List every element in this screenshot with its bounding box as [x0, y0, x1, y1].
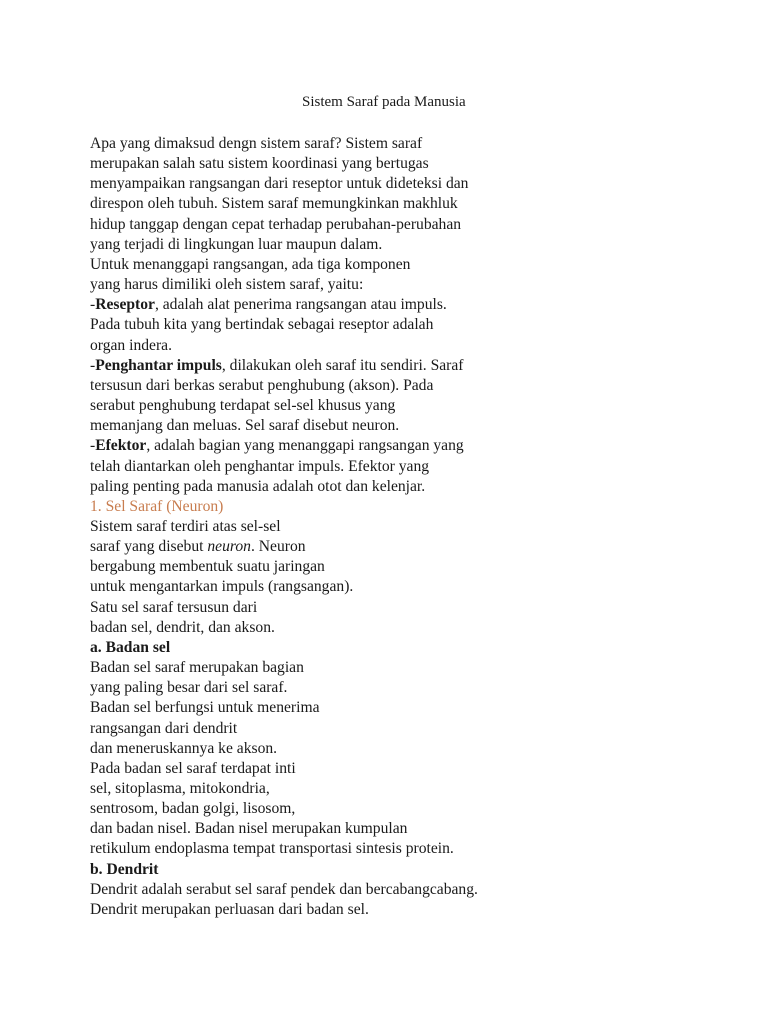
effector-first-line	[90, 436, 730, 456]
receptor-definition: , adalah alat penerima rangsangan atau impuls.	[154, 296, 447, 314]
text-line: bergabung membentuk suatu jaringan	[90, 558, 325, 576]
intro-paragraph	[90, 134, 730, 295]
effector-definition: , adalah bagian yang menanggapi rangsangan yang	[146, 437, 464, 455]
document-title: Sistem Saraf pada Manusia	[302, 94, 466, 110]
neuron-definition-line	[90, 537, 730, 557]
text-line: memanjang dan meluas. Sel saraf disebut neuron.	[90, 417, 400, 435]
bullet-dash: -	[90, 296, 96, 314]
conductor-definition: , dilakukan oleh saraf itu sendiri. Saraf	[221, 356, 464, 374]
effector-term: Efektor	[95, 437, 147, 455]
section-neuron	[90, 497, 730, 638]
text-line: tersusun dari berkas serabut penghubung (akson). Pada	[90, 376, 434, 394]
text-line: merupakan salah satu sistem koordinasi yang bertugas	[90, 155, 429, 173]
text-line: direspon oleh tubuh. Sistem saraf memungkinkan makhluk	[90, 195, 458, 213]
subsection-cell-body	[90, 638, 730, 860]
receptor-first-line	[90, 295, 730, 315]
text-line: Dendrit merupakan perluasan dari badan sel.	[90, 900, 369, 918]
text-line: yang harus dimiliki oleh sistem saraf, yaitu:	[90, 276, 364, 294]
text-line: dan badan nisel. Badan nisel merupakan kumpulan	[90, 820, 408, 838]
text-span: saraf yang disebut	[90, 538, 208, 556]
text-line: telah diantarkan oleh penghantar impuls. Efektor yang	[90, 457, 430, 475]
text-line: Badan sel saraf merupakan bagian	[90, 659, 304, 677]
receptor-item	[90, 295, 730, 355]
text-line: rangsangan dari dendrit	[90, 719, 238, 737]
subsection-heading-dendrite: b. Dendrit	[90, 860, 159, 878]
text-line: sel, sitoplasma, mitokondria,	[90, 780, 270, 797]
text-line: Dendrit adalah serabut sel saraf pendek dan bercabangcabang.	[90, 880, 478, 898]
text-line: retikulum endoplasma tempat transportasi sintesis protein.	[90, 840, 454, 858]
text-line: badan sel, dendrit, dan akson.	[90, 618, 275, 636]
text-line: Untuk menanggapi rangsangan, ada tiga komponen	[90, 255, 411, 273]
text-line: yang terjadi di lingkungan luar maupun dalam.	[90, 235, 383, 253]
conductor-item	[90, 356, 730, 437]
text-line: yang paling besar dari sel saraf.	[90, 679, 288, 697]
receptor-term: Reseptor	[95, 296, 155, 314]
subsection-dendrite	[90, 860, 730, 920]
text-line: dan meneruskannya ke akson.	[90, 739, 278, 757]
document-page	[90, 92, 730, 920]
bullet-dash: -	[90, 437, 96, 455]
conductor-term: Penghantar impuls	[95, 356, 222, 374]
conductor-first-line	[90, 356, 730, 376]
text-line: Apa yang dimaksud dengn sistem saraf? Sistem saraf	[90, 135, 423, 152]
text-line: Satu sel saraf tersusun dari	[90, 598, 258, 616]
text-line: serabut penghubung terdapat sel-sel khusus yang	[90, 397, 396, 415]
text-line: Pada tubuh kita yang bertindak sebagai reseptor adalah	[90, 316, 434, 334]
text-line: Badan sel berfungsi untuk menerima	[90, 699, 320, 717]
text-line: hidup tanggap dengan cepat terhadap perubahan-perubahan	[90, 215, 462, 233]
text-line: sentrosom, badan golgi, lisosom,	[90, 800, 296, 818]
bullet-dash: -	[90, 356, 96, 374]
text-line: Sistem saraf terdiri atas sel-sel	[90, 517, 281, 535]
text-line: paling penting pada manusia adalah otot dan kelenjar.	[90, 477, 426, 495]
section-heading-neuron: 1. Sel Saraf (Neuron)	[90, 497, 224, 515]
text-line: Pada badan sel saraf terdapat inti	[90, 759, 296, 777]
text-line: menyampaikan rangsangan dari reseptor untuk dideteksi dan	[90, 175, 469, 193]
neuron-term: neuron	[207, 538, 251, 556]
text-span: . Neuron	[250, 538, 306, 556]
effector-item	[90, 436, 730, 496]
subsection-heading-cell-body: a. Badan sel	[90, 638, 171, 656]
text-line: untuk mengantarkan impuls (rangsangan).	[90, 578, 354, 596]
text-line: organ indera.	[90, 336, 172, 354]
